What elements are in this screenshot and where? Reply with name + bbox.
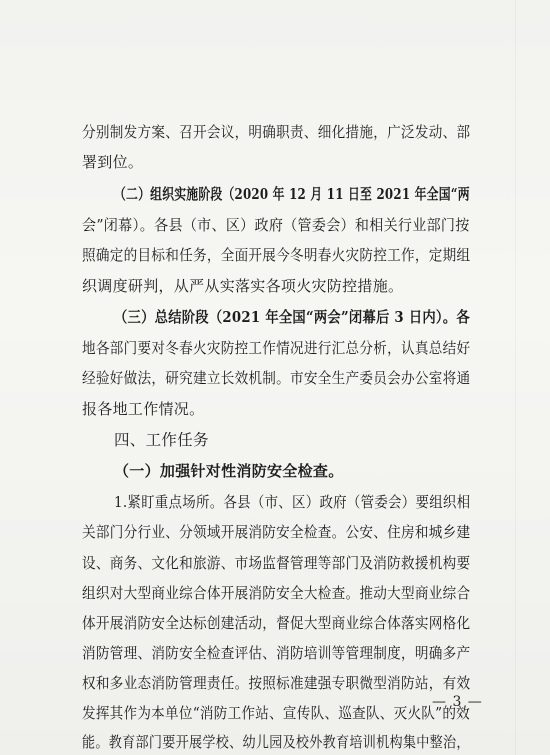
text-line-8: 地各部门要对冬春火灾防控工作情况进行汇总分析，认真总结好 [82,339,471,357]
text-line-2: 署到位。 [82,153,144,171]
text-line-20: 发挥其作为本单位“消防工作站、宣传队、巡查队、灭火队”的效 [82,704,471,722]
text-line-4: 会”闭幕）。各县（市、区）政府（管委会）和相关行业部门按 [82,216,470,234]
section-heading-tasks: 四、工作任务 [114,431,209,449]
text-line-15: 设、商务、文化和旅游、市场监督管理等部门及消防救援机构要 [82,554,471,572]
section-heading-implementation: （二）组织实施阶段（2020 年 12 月 11 日至 2021 年全国“两 [114,185,470,203]
text-line-17: 体开展消防安全达标创建活动，督促大型商业综合体落实网格化 [82,614,471,632]
text-line-14: 关部门分行业、分领域开展消防安全检查。公安、住房和城乡建 [82,523,471,541]
text-line-6: 织调度研判，从严从实落实各项火灾防控措施。 [82,277,404,295]
text-line-19: 权和多业态消防管理责任。按照标准建强专职微型消防站，有效 [82,674,471,692]
text-line-21: 能。教育部门要开展学校、幼儿园及校外教育培训机构集中整治， [82,733,470,751]
subsection-heading-inspection: （一）加强针对性消防安全检查。 [114,462,344,480]
text-line-5: 照确定的目标和任务，全面开展今冬明春火灾防控工作，定期组 [82,246,471,264]
page-number: — 3 — [432,694,483,710]
text-line-9: 经验好做法，研究建立长效机制。市安全生产委员会办公室将通 [82,369,471,387]
text-line-13: 1.紧盯重点场所。各县（市、区）政府（管委会）要组织相 [114,493,471,511]
text-line-18: 消防管理、消防安全检查评估、消防培训等管理制度，明确多产 [82,644,471,662]
section-heading-summary: （三）总结阶段（2021 年全国“两会”闭幕后 3 日内）。各 [114,308,470,326]
text-line-1: 分别制发方案、召开会议，明确职责、细化措施，广泛发动、部 [82,123,471,141]
page-fold-shadow [515,0,516,755]
text-line-16: 组织对大型商业综合体开展消防安全大检查。推动大型商业综合 [82,584,471,602]
text-line-10: 报各地工作情况。 [82,400,205,418]
